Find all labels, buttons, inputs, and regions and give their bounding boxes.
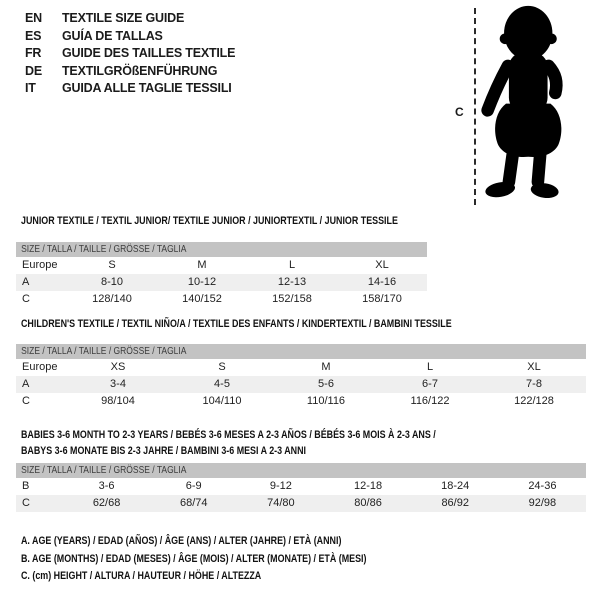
size-header-bar (16, 463, 586, 478)
language-label: TEXTILGRÖßENFÜHRUNG (62, 63, 218, 78)
age-cell: 12-13 (247, 274, 337, 291)
height-cell: 92/98 (499, 495, 586, 512)
size-cell: S (108, 259, 116, 271)
months-cell: 12-18 (353, 480, 383, 492)
size-header-bar (16, 242, 427, 257)
table-row-months (16, 478, 586, 495)
language-label: TEXTILE SIZE GUIDE (62, 11, 185, 25)
language-code: EN (25, 11, 42, 25)
size-cell: M (197, 259, 207, 271)
height-measure-label: C (455, 105, 464, 119)
legend-age-years: A. AGE (YEARS) / EDAD (AÑOS) / ÂGE (ANS) / ALTER (JAHRE) / ETÀ (ANNI) (21, 535, 342, 547)
months-cell: 9-12 (269, 480, 292, 492)
language-row (25, 28, 235, 46)
height-cell: 110/116 (306, 395, 346, 407)
children-size-table (16, 344, 586, 410)
height-cell: 68/74 (150, 495, 237, 512)
babies-size-table (16, 463, 586, 512)
size-cell: M (321, 361, 331, 373)
legend-height: C. (cm) HEIGHT / ALTURA / HAUTEUR / HÖHE / ALTEZZA (21, 570, 262, 582)
row-label: C (22, 395, 30, 407)
row-label: B (22, 480, 30, 492)
section-title-junior: JUNIOR TEXTILE / TEXTIL JUNIOR/ TEXTILE JUNIOR / JUNIORTEXTIL / JUNIOR TESSILE (21, 215, 398, 227)
height-measure-dashed-line (474, 8, 476, 205)
height-cell: 80/86 (324, 495, 411, 512)
language-row (25, 63, 235, 81)
age-cell: 4-5 (170, 376, 274, 393)
height-cell: 116/122 (410, 395, 450, 407)
table-row-europe (16, 257, 427, 274)
height-cell: 128/140 (92, 293, 132, 305)
height-cell: 122/128 (514, 395, 554, 407)
months-cell: 24-36 (528, 480, 557, 492)
size-cell: L (288, 259, 296, 271)
row-label: C (16, 495, 63, 512)
table-row-height (16, 393, 586, 410)
age-cell: 3-4 (66, 376, 170, 393)
height-cell: 152/158 (272, 293, 312, 305)
height-cell: 158/170 (362, 293, 402, 305)
age-cell: 7-8 (482, 376, 586, 393)
size-header-label: SIZE / TALLA / TAILLE / GRÖSSE / TAGLIA (21, 465, 187, 476)
size-header-bar (16, 344, 586, 359)
age-cell: 6-7 (378, 376, 482, 393)
size-header-label: SIZE / TALLA / TAILLE / GRÖSSE / TAGLIA (21, 346, 187, 357)
size-cell: L (426, 361, 434, 373)
size-cell: XL (375, 259, 389, 271)
months-cell: 18-24 (441, 480, 470, 492)
age-cell: 8-10 (67, 274, 157, 291)
height-cell: 140/152 (182, 293, 222, 305)
age-cell: 10-12 (157, 274, 247, 291)
row-label: A (16, 376, 66, 393)
row-label: Europe (22, 259, 58, 271)
height-cell: 86/92 (412, 495, 499, 512)
language-label: GUIDE DES TAILLES TEXTILE (62, 46, 236, 60)
language-row (25, 10, 235, 28)
height-cell: 74/80 (237, 495, 324, 512)
months-cell: 6-9 (185, 480, 202, 492)
size-cell: XS (110, 361, 126, 373)
table-row-height (16, 495, 586, 512)
language-code: FR (25, 46, 42, 60)
section-title-babies-line2: BABYS 3-6 MONATE BIS 2-3 JAHRE / BAMBINI 3-6 MESI A 2-3 ANNI (21, 445, 307, 457)
size-cell: S (218, 361, 226, 373)
legend-age-months: B. AGE (MONTHS) / EDAD (MESES) / ÂGE (MOIS) / ALTER (MONATE) / ETÀ (MESI) (21, 552, 367, 565)
junior-size-table (16, 242, 427, 308)
height-cell: 98/104 (101, 395, 135, 407)
size-header-label: SIZE / TALLA / TAILLE / GRÖSSE / TAGLIA (21, 244, 187, 255)
language-code: ES (25, 28, 42, 43)
height-cell: 104/110 (202, 395, 242, 407)
size-cell: XL (527, 361, 541, 373)
table-row-europe (16, 359, 586, 376)
section-title-children: CHILDREN'S TEXTILE / TEXTIL NIÑO/A / TEXTILE DES ENFANTS / KINDERTEXTIL / BAMBINI TESSILE (21, 318, 452, 330)
months-cell: 3-6 (98, 480, 115, 492)
age-cell: 5-6 (274, 376, 378, 393)
language-row (25, 80, 235, 98)
row-label: A (16, 274, 67, 291)
language-label: GUIDA ALLE TAGLIE TESSILI (62, 81, 232, 95)
table-row-age (16, 274, 427, 291)
legend (21, 533, 448, 586)
row-label: Europe (22, 361, 58, 373)
language-list (25, 10, 235, 98)
toddler-silhouette-icon (477, 4, 593, 207)
table-row-height (16, 291, 427, 308)
height-cell: 62/68 (63, 495, 150, 512)
language-label: GUÍA DE TALLAS (62, 28, 163, 43)
section-title-babies-line1: BABIES 3-6 MONTH TO 2-3 YEARS / BEBÉS 3-6 MESES A 2-3 AÑOS / BÉBÉS 3-6 MOIS À 2-3 ANS / (21, 429, 436, 441)
row-label: C (22, 293, 30, 305)
language-row (25, 45, 235, 63)
language-code: IT (25, 81, 36, 95)
age-cell: 14-16 (337, 274, 427, 291)
table-row-age (16, 376, 586, 393)
section-title-babies (21, 427, 436, 459)
language-code: DE (25, 63, 42, 78)
